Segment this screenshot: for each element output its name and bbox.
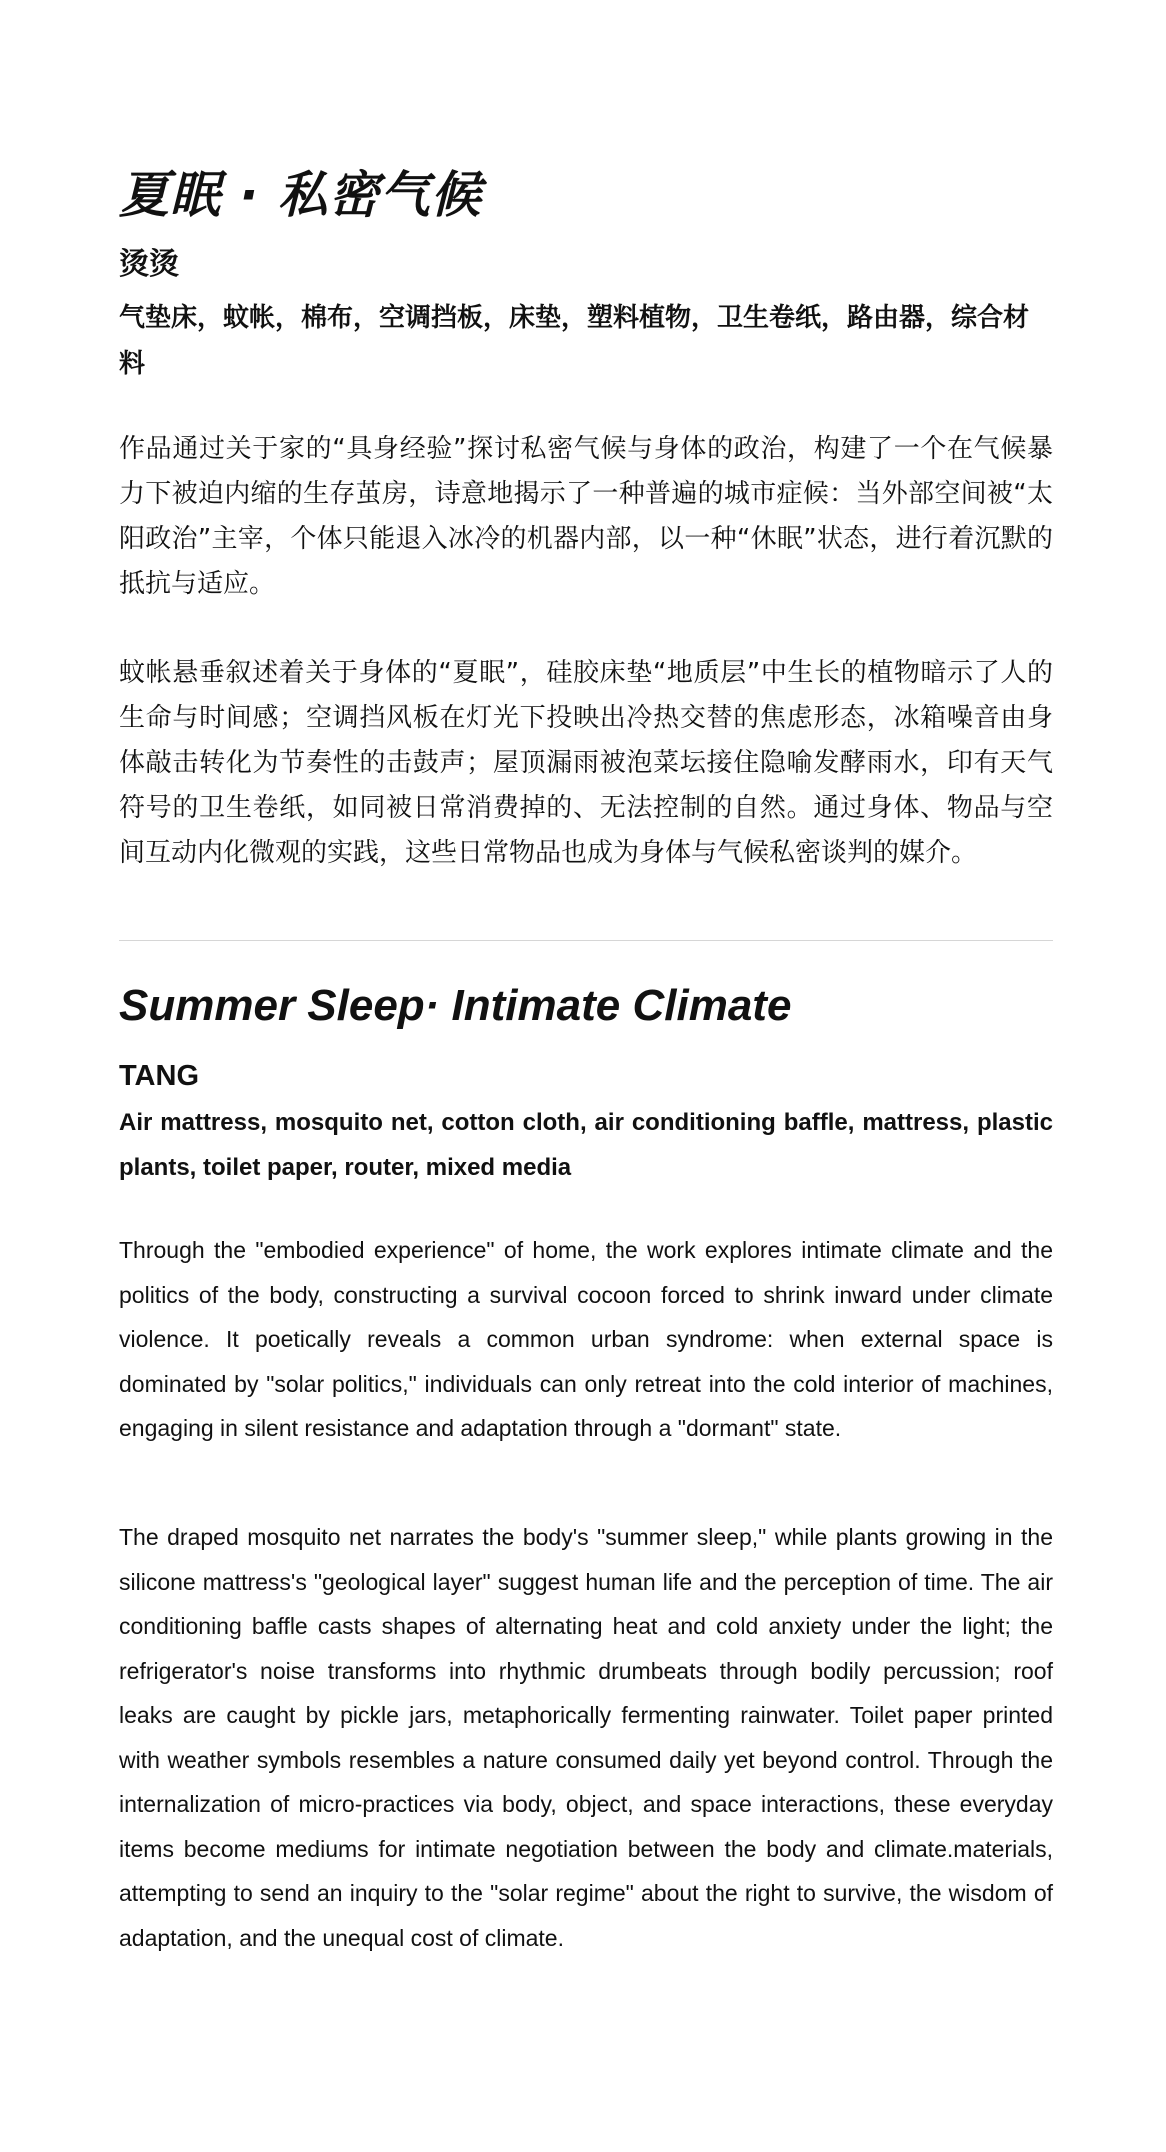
chinese-paragraph-2: 蚊帐悬垂叙述着关于身体的“夏眠”，硅胶床垫“地质层”中生长的植物暗示了人的生命与时间感；空调挡风板在灯光下投映出冷热交替的焦虑形态，冰箱噪音由身体敲击转化为节奏性的击鼓声；屋顶漏雨被泡菜坛接住隐喻发酵雨水，印有天气符号的卫生卷纸，如同被日常消费掉的、无法控制的自然。通过身体、物品与空间互动内化微观的实践，这些日常物品也成为身体与气候私密谈判的媒介。 bbox=[119, 658, 1053, 868]
english-materials: Air mattress, mosquito net, cotton cloth, air conditioning baffle, mattress, plastic plants, toilet paper, router, mixed media bbox=[119, 1109, 1053, 1181]
chinese-artist-name: 烫烫 bbox=[119, 247, 179, 282]
chinese-title: 夏眠 · 私密气候 bbox=[119, 166, 482, 224]
chinese-paragraph-1: 作品通过关于家的“具身经验”探讨私密气候与身体的政治，构建了一个在气候暴力下被迫内缩的生存茧房，诗意地揭示了一种普遍的城市症候：当外部空间被“太阳政治”主宰，个体只能退入冰冷的机器内部，以一种“休眠”状态，进行着沉默的抵抗与适应。 bbox=[119, 434, 1053, 599]
english-title: Summer Sleep· Intimate Climate bbox=[119, 981, 792, 1030]
english-paragraph-1: Through the "embodied experience" of home, the work explores intimate climate and the politics of the body, constructing a survival cocoon forced to shrink inward under climate violence. It poetically reveals a common urban syndrome: when external space is dominated by "solar politics," individuals can only retreat into the cold interior of machines, engaging in silent resistance and adaptation through a "dormant" state. bbox=[119, 1237, 1053, 1441]
section-divider bbox=[119, 940, 1053, 941]
chinese-materials: 气垫床，蚊帐，棉布，空调挡板，床垫，塑料植物，卫生卷纸，路由器，综合材料 bbox=[119, 303, 1030, 379]
english-artist-name: TANG bbox=[119, 1060, 200, 1092]
english-paragraph-2: The draped mosquito net narrates the body's "summer sleep," while plants growing in the silicone mattress's "geological layer" suggest human life and the perception of time. The air conditioning baffle casts shapes of alternating heat and cold anxiety under the light; the refrigerator's noise transforms into rhythmic drumbeats through bodily percussion; roof leaks are caught by pickle jars, metaphorically fermenting rainwater. Toilet paper printed with weather symbols resembles a nature consumed daily yet beyond control. Through the internalization of micro-practices via body, object, and space interactions, these everyday items become mediums for intimate negotiation between the body and climate.materials, attempting to send an inquiry to the "solar regime" about the right to survive, the wisdom of adaptation, and the unequal cost of climate. bbox=[119, 1524, 1053, 1951]
